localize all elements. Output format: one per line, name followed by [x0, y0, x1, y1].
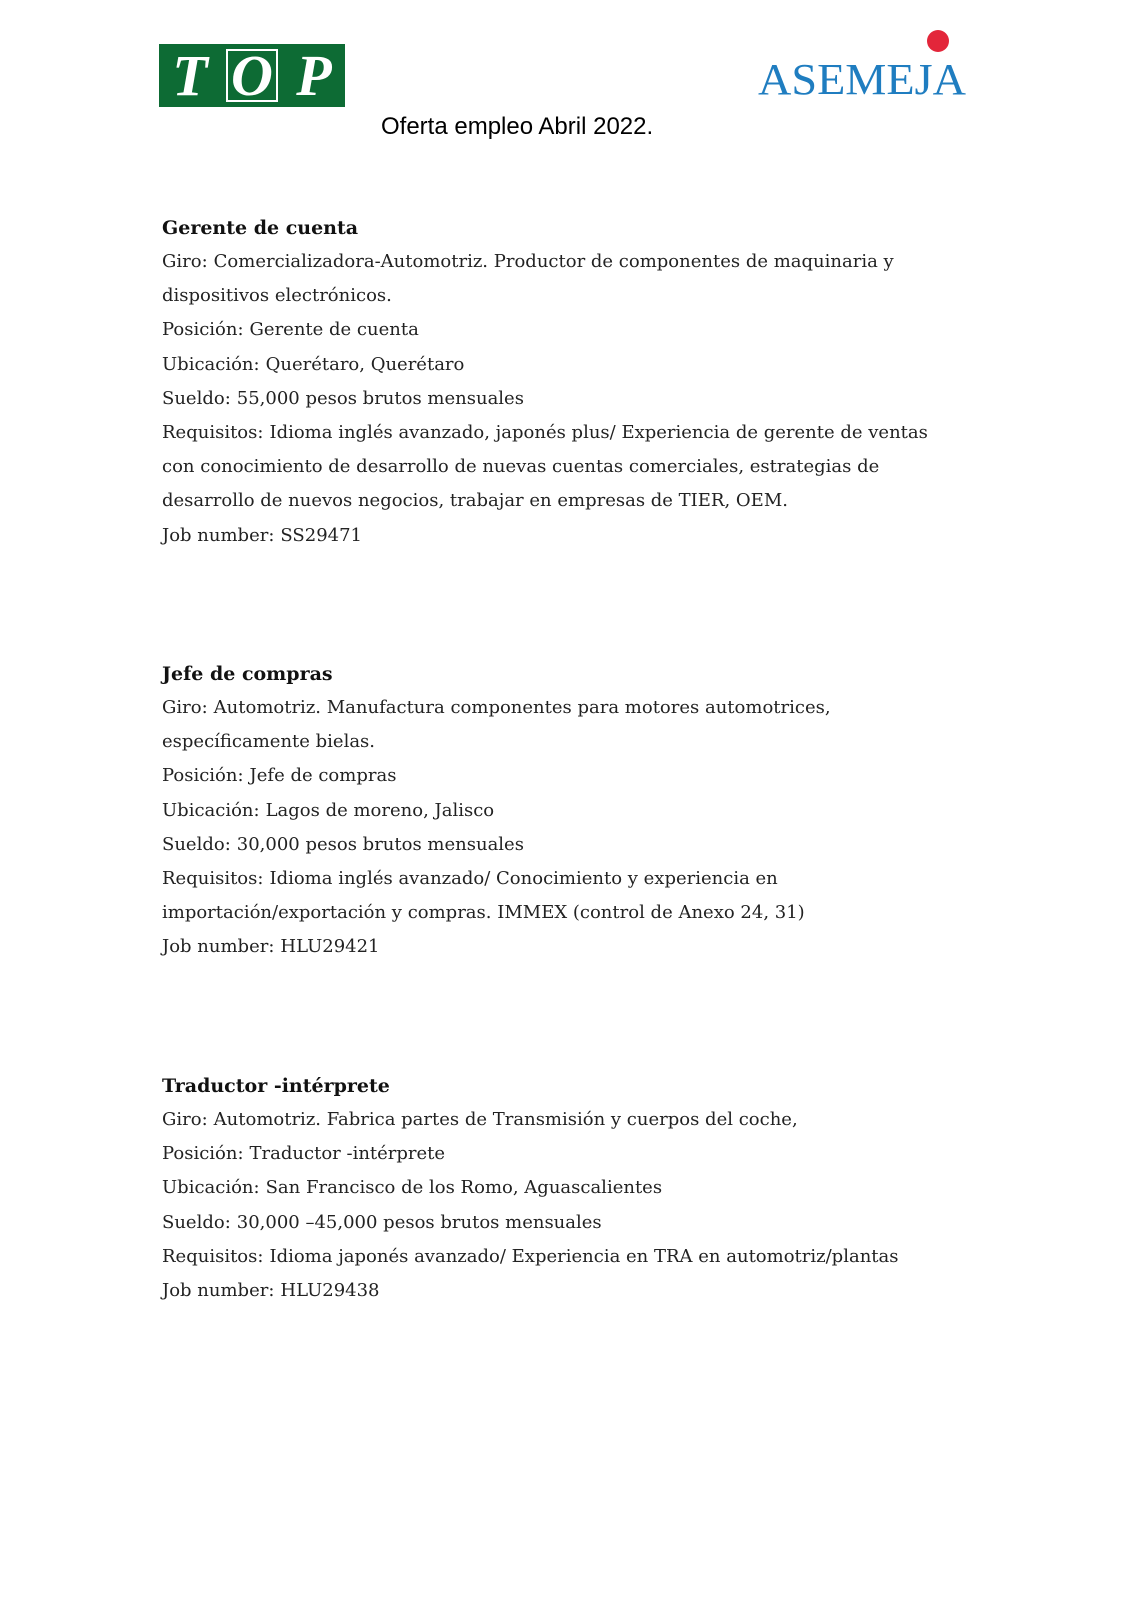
posicion-label: Posición:	[162, 765, 244, 787]
job-posicion	[162, 1137, 962, 1171]
job-number-label: Job number:	[162, 1280, 275, 1302]
ubicacion-label: Ubicación:	[162, 799, 260, 821]
posicion-value: Gerente de cuenta	[249, 319, 419, 341]
ubicacion-value: San Francisco de los Romo, Aguascalientes	[265, 1177, 663, 1199]
ubicacion-label: Ubicación:	[162, 353, 260, 375]
sueldo-value: 30,000 –45,000 pesos brutos mensuales	[236, 1211, 602, 1233]
posicion-value: Traductor -intérprete	[249, 1143, 446, 1165]
giro-value: Automotriz. Fabrica partes de Transmisión y cuerpos del coche,	[213, 1109, 798, 1130]
asemeja-logo-text: ASEMEJA	[758, 55, 967, 104]
requisitos-label: Requisitos:	[162, 1245, 264, 1267]
ubicacion-value: Querétaro, Querétaro	[265, 353, 465, 375]
requisitos-label: Requisitos:	[162, 422, 264, 444]
requisitos-value: Idioma japonés avanzado/ Experiencia en TRA en automotriz/plantas	[269, 1245, 899, 1267]
job-requisitos	[162, 862, 962, 930]
job-sueldo	[162, 1206, 962, 1240]
job-number	[162, 1274, 962, 1308]
job-sueldo	[162, 382, 962, 416]
job-requisitos	[162, 416, 962, 519]
sueldo-value: 55,000 pesos brutos mensuales	[236, 387, 524, 409]
job-giro	[162, 691, 962, 759]
job-number-label: Job number:	[162, 524, 275, 546]
top-logo-letter-o: O	[226, 49, 278, 102]
job-title: Gerente de cuenta	[162, 217, 359, 239]
posicion-value: Jefe de compras	[249, 765, 397, 787]
sueldo-label: Sueldo:	[162, 833, 231, 855]
job-requisitos	[162, 1240, 962, 1274]
job-listing-gerente-de-cuenta	[162, 211, 962, 553]
job-title: Traductor -intérprete	[162, 1075, 390, 1097]
job-sueldo	[162, 828, 962, 862]
job-giro	[162, 245, 962, 313]
requisitos-label: Requisitos:	[162, 868, 264, 890]
job-number-label: Job number:	[162, 936, 275, 958]
top-logo-letter-p: P	[296, 42, 332, 108]
giro-value: Automotriz. Manufactura componentes para motores automotrices, específicamente bielas.	[162, 697, 831, 753]
job-ubicacion	[162, 348, 962, 382]
job-listing-traductor-interprete	[162, 1069, 962, 1308]
asemeja-logo	[758, 28, 978, 118]
ubicacion-label: Ubicación:	[162, 1177, 260, 1199]
job-posicion	[162, 313, 962, 347]
ubicacion-value: Lagos de moreno, Jalisco	[265, 799, 495, 821]
sueldo-value: 30,000 pesos brutos mensuales	[236, 833, 524, 855]
job-ubicacion	[162, 1171, 962, 1205]
requisitos-value: Idioma inglés avanzado/ Conocimiento y experiencia en importación/exportación y compras. IMMEX (control de Anexo 24, 31)	[162, 868, 805, 924]
giro-label: Giro:	[162, 251, 208, 272]
job-giro	[162, 1103, 962, 1137]
posicion-label: Posición:	[162, 1143, 244, 1165]
job-ubicacion	[162, 794, 962, 828]
page-title: Oferta empleo Abril 2022.	[381, 113, 654, 140]
sueldo-label: Sueldo:	[162, 387, 231, 409]
job-number-value: HLU29438	[280, 1280, 380, 1302]
posicion-label: Posición:	[162, 319, 244, 341]
job-number-value: HLU29421	[280, 936, 380, 958]
top-logo	[159, 44, 345, 107]
job-posicion	[162, 759, 962, 793]
job-listing-jefe-de-compras	[162, 657, 962, 965]
job-title: Jefe de compras	[162, 663, 333, 685]
asemeja-logo-dot	[927, 30, 949, 52]
requisitos-value: Idioma inglés avanzado, japonés plus/ Experiencia de gerente de ventas con conocimiento de desarrollo de nuevas cuentas comerciales, estrategias de desarrollo de nuevos negocios, trabajar en empresas de TIER, OEM.	[162, 422, 928, 512]
giro-value: Comercializadora-Automotriz. Productor de componentes de maquinaria y dispositivos electrónicos.	[162, 251, 894, 307]
job-number	[162, 930, 962, 964]
giro-label: Giro:	[162, 697, 208, 718]
job-number	[162, 519, 962, 553]
giro-label: Giro:	[162, 1109, 208, 1130]
sueldo-label: Sueldo:	[162, 1211, 231, 1233]
top-logo-letter-t: T	[172, 42, 208, 108]
job-number-value: SS29471	[280, 524, 363, 546]
